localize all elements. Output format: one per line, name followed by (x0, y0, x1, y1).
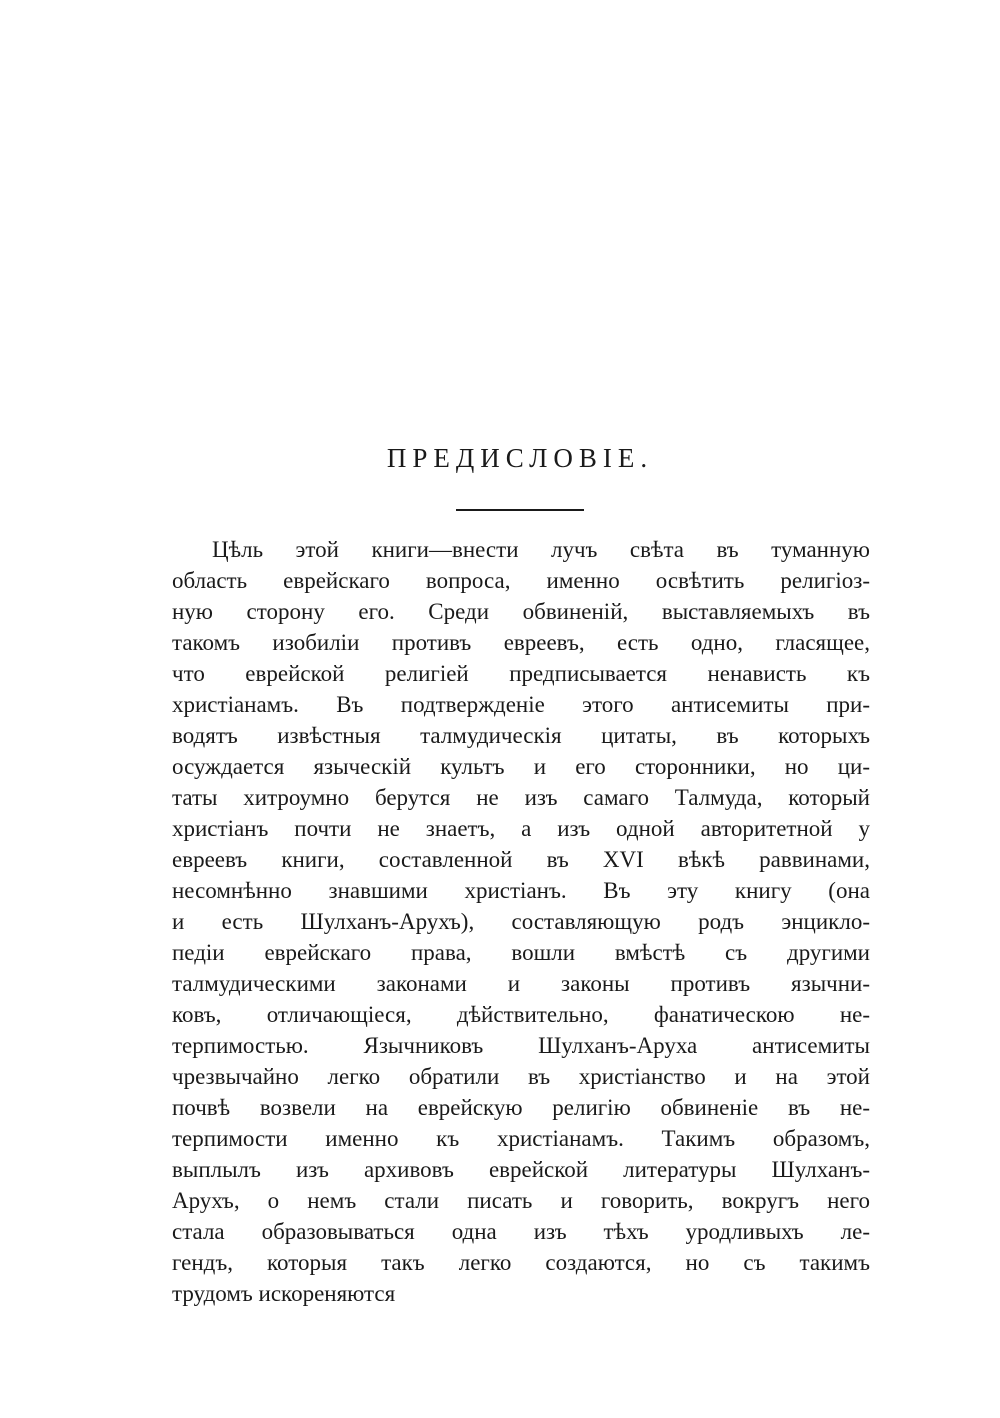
title-underline-rule (456, 509, 584, 511)
text-line: Цѣль этой книги—внести лучъ свѣта въ туманную (212, 537, 870, 562)
text-line: выплылъ изъ архивовъ еврейской литературы Шулханъ- (172, 1157, 870, 1182)
preface-paragraph (172, 534, 870, 1309)
text-line: евреевъ книги, составленной въ XVI вѣкѣ раввинами, (172, 847, 870, 872)
text-line: водятъ извѣстныя талмудическія цитаты, въ которыхъ (172, 723, 870, 748)
text-line: таты хитроумно берутся не изъ самаго Талмуда, который (172, 785, 870, 810)
text-line: чрезвычайно легко обратили въ христіанство и на этой (172, 1064, 870, 1089)
text-line: ковъ, отличающіеся, дѣйствительно, фанатическою не- (172, 1002, 870, 1027)
text-line: гендъ, которыя такъ легко создаются, но съ такимъ (172, 1250, 870, 1275)
text-line: христіанъ почти не знаетъ, а изъ одной авторитетной у (172, 816, 870, 841)
text-line: талмудическими законами и законы противъ язычни- (172, 971, 870, 996)
text-line: христіанамъ. Въ подтвержденіе этого антисемиты при- (172, 692, 870, 717)
text-line: такомъ изобиліи противъ евреевъ, есть одно, гласящее, (172, 630, 870, 655)
text-line: что еврейской религіей предписывается ненависть къ (172, 661, 870, 686)
text-line: и есть Шулханъ-Арухъ), составляющую родъ энциклo- (172, 909, 870, 934)
text-line: почвѣ возвели на еврейскую религію обвиненіе въ не- (172, 1095, 870, 1120)
text-line: осуждается языческій культъ и его сторонники, но ци- (172, 754, 870, 779)
page-title: ПРЕДИСЛОВІЕ. (386, 443, 654, 473)
text-line: терпимости именно къ христіанамъ. Такимъ образомъ, (172, 1126, 870, 1151)
text-line: трудомъ искореняются (172, 1281, 396, 1306)
text-line: ную сторону его. Среди обвиненій, выставляемыхъ въ (172, 599, 870, 624)
text-line: несомнѣнно знавшими христіанъ. Въ эту книгу (она (172, 878, 870, 903)
text-line: педіи еврейскаго права, вошли вмѣстѣ съ другими (172, 940, 870, 965)
text-line: область еврейскаго вопроса, именно освѣтить религіоз- (172, 568, 870, 593)
text-line: терпимостью. Язычниковъ Шулханъ-Аруха антисемиты (172, 1033, 870, 1058)
text-line: стала образовываться одна изъ тѣхъ уродливыхъ ле- (172, 1219, 870, 1244)
text-line: Арухъ, о немъ стали писать и говорить, вокругъ него (172, 1188, 870, 1213)
